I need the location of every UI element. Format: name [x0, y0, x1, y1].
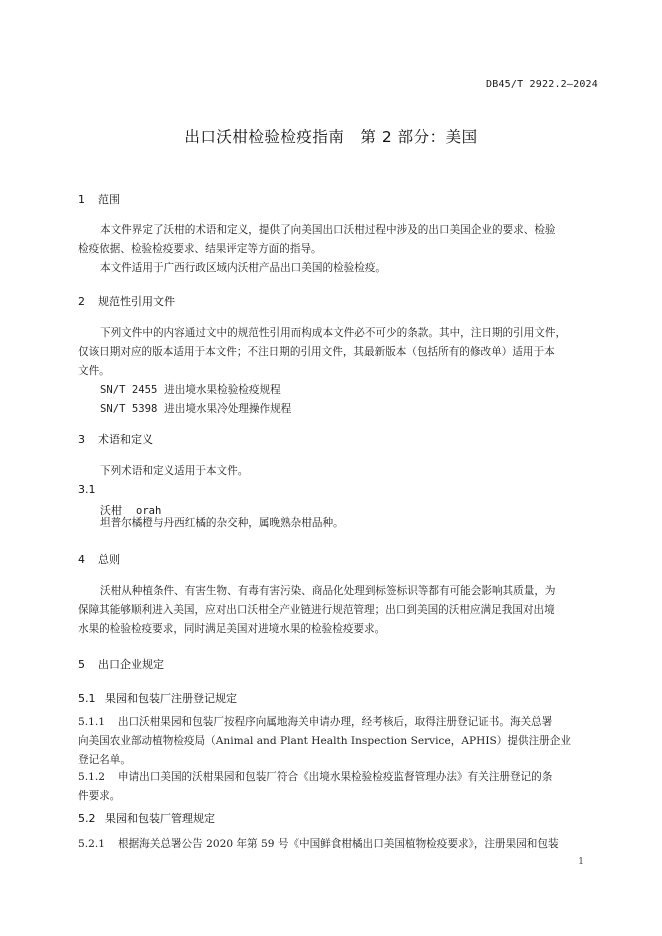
clause-text: 根据海关总署公告 2020 年第 59 号《中国鲜食柑橘出口美国植物检疫要求》，注册果园和包装	[118, 838, 559, 850]
section-title: 果园和包装厂管理规定	[105, 812, 215, 825]
clause-number: 5.1.1	[78, 716, 105, 728]
text-line: 仅该日期对应的版本适用于本文件；不注日期的引用文件，其最新版本（包括所有的修改单）适用于本	[78, 346, 555, 358]
section-2-heading	[78, 293, 175, 309]
text-line: 下列术语和定义适用于本文件。	[100, 465, 249, 477]
section-title: 果园和包装厂注册登记规定	[105, 692, 237, 705]
text-line: 件要求。	[78, 790, 121, 802]
normative-reference	[78, 381, 602, 400]
clause-5-1-2	[78, 768, 602, 806]
clause-number: 5.1.2	[78, 771, 105, 783]
section-number: 5	[78, 658, 85, 671]
normative-reference	[78, 400, 602, 419]
section-4-body	[78, 582, 602, 639]
section-number: 3	[78, 433, 85, 446]
section-title: 总则	[98, 553, 120, 566]
term-definition	[100, 514, 344, 533]
section-2-body	[78, 324, 602, 419]
text-line: 下列文件中的内容通过文中的规范性引用而构成本文件必不可少的条款。其中，注日期的引用文件，	[100, 327, 567, 339]
section-4-heading	[78, 551, 120, 567]
section-3-intro	[100, 462, 248, 481]
clause-number: 5.2.1	[78, 838, 105, 850]
section-1-body	[78, 221, 602, 278]
section-5-heading	[78, 656, 164, 672]
section-title: 规范性引用文件	[98, 295, 175, 308]
text-line: 本文件界定了沃柑的术语和定义，提供了向美国出口沃柑过程中涉及的出口美国企业的要求、检验	[100, 224, 556, 236]
text-line: 沃柑从种植条件、有害生物、有毒有害污染、商品化处理到标签标识等都有可能会影响其质量，为	[100, 585, 556, 597]
section-3-heading	[78, 431, 153, 447]
text-line: 检疫依据、检验检疫要求、结果评定等方面的指导。	[78, 243, 322, 255]
section-title: 范围	[98, 193, 120, 206]
text-line: 登记名单。	[78, 754, 131, 766]
text-line: 文件。	[78, 365, 110, 377]
term-number: 3.1	[78, 483, 96, 496]
reference-title: 进出境水果冷处理操作规程	[164, 403, 292, 415]
text-line: 坦普尔橘橙与丹西红橘的杂交种，属晚熟杂柑品种。	[100, 517, 344, 529]
section-title: 出口企业规定	[98, 658, 164, 671]
section-number: 1	[78, 193, 85, 206]
document-title: 出口沃柑检验检疫指南 第 2 部分：美国	[184, 128, 478, 146]
text-line: 保障其能够顺利进入美国，应对出口沃柑全产业链进行规范管理；出口到美国的沃柑应满足我国对出境	[78, 604, 555, 616]
reference-code: SN/T 5398	[100, 403, 158, 415]
section-1-heading	[78, 191, 120, 207]
text-line: 本文件适用于广西行政区域内沃柑产品出口美国的检验检疫。	[100, 262, 387, 274]
clause-5-2-1	[78, 835, 602, 854]
section-title: 术语和定义	[98, 433, 153, 446]
subsection-5-2-heading	[78, 810, 215, 826]
text-line	[78, 835, 602, 854]
page-number: 1	[578, 857, 584, 867]
section-number: 2	[78, 295, 85, 308]
clause-text: 申请出口美国的沃柑果园和包装厂符合《出境水果检验检疫监督管理办法》有关注册登记的条	[118, 771, 553, 783]
section-number: 4	[78, 553, 85, 566]
reference-code: SN/T 2455	[100, 384, 158, 396]
subsection-5-1-heading	[78, 690, 237, 706]
section-number: 5.2	[78, 812, 96, 825]
reference-title: 进出境水果检验检疫规程	[164, 384, 281, 396]
text-line: 向美国农业部动植物检疫局（Animal and Plant Health Inspection Service，APHIS）提供注册企业	[78, 735, 571, 747]
standard-code: DB45/T 2922.2—2024	[486, 79, 598, 90]
term-english: orah	[136, 505, 162, 517]
text-line: 水果的检验检疫要求，同时满足美国对进境水果的检验检疫要求。	[78, 623, 386, 635]
clause-5-1-1	[78, 713, 602, 770]
clause-text: 出口沃柑果园和包装厂按程序向属地海关申请办理，经考核后，取得注册登记证书。海关总署	[118, 716, 553, 728]
text-line	[78, 768, 602, 787]
term-chinese: 沃柑	[100, 504, 122, 517]
text-line	[78, 713, 602, 732]
section-number: 5.1	[78, 692, 96, 705]
